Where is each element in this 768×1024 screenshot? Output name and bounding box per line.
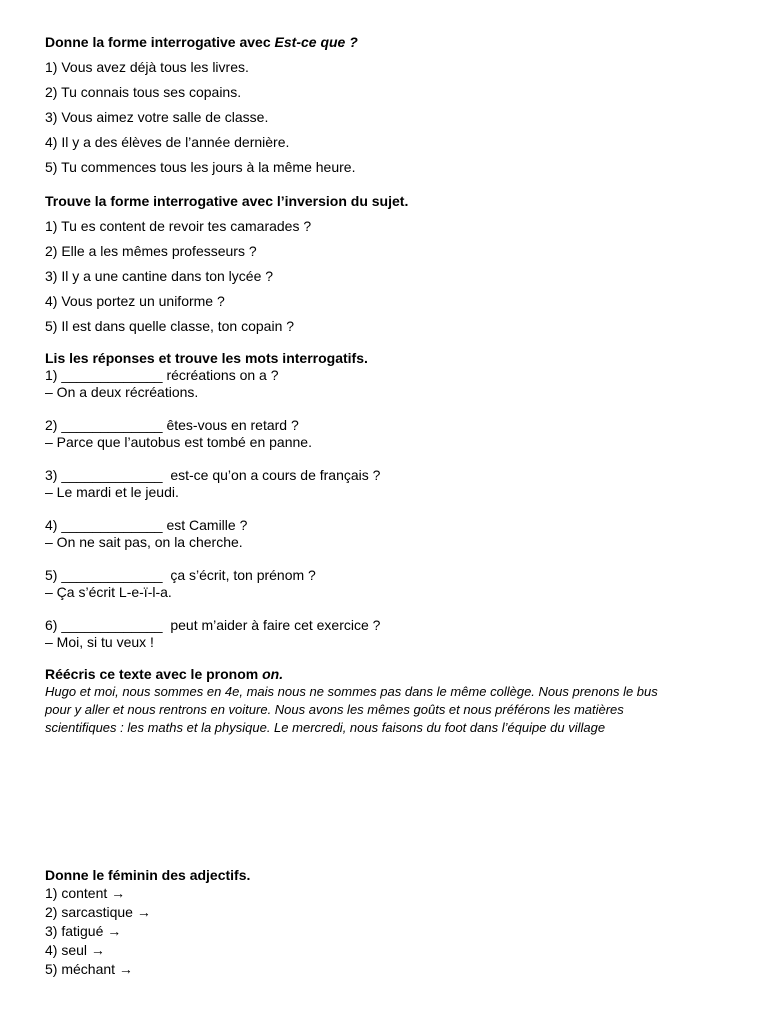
exercise-item: 4) Vous portez un uniforme ?	[45, 293, 225, 309]
title-prefix: Donne la forme interrogative avec	[45, 34, 275, 50]
question-answer	[45, 417, 728, 451]
question-line: 4) _____________ est Camille ?	[45, 517, 248, 533]
answer-line: – On ne sait pas, on la cherche.	[45, 534, 243, 550]
question-line: 2) _____________ êtes-vous en retard ?	[45, 417, 299, 433]
exercise-item: 1) content →	[45, 885, 126, 901]
question-answer	[45, 367, 728, 401]
section-title: Trouve la forme interrogative avec l’inversion du sujet.	[45, 193, 409, 209]
question-line: 3) _____________ est-ce qu’on a cours de français ?	[45, 467, 381, 483]
section-title: Lis les réponses et trouve les mots interrogatifs.	[45, 350, 368, 366]
exercise-item: 2) sarcastique →	[45, 904, 151, 920]
title-prefix: Réécris ce texte avec le pronom	[45, 666, 263, 682]
exercise-item: 5) méchant →	[45, 961, 133, 977]
question-line: 6) _____________ peut m’aider à faire cet exercice ?	[45, 617, 381, 633]
exercise-item: 4) Il y a des élèves de l’année dernière.	[45, 134, 290, 150]
answer-line: – Ça s’écrit L-e-ï-l-a.	[45, 584, 172, 600]
section-feminin-adjectifs	[45, 867, 728, 979]
section-inversion	[45, 193, 728, 335]
title-italic: Est-ce que ?	[274, 34, 358, 50]
title-italic: on.	[262, 666, 284, 682]
answer-line: – Le mardi et le jeudi.	[45, 484, 179, 500]
exercise-item: 3) fatigué →	[45, 923, 122, 939]
section-pronom-on	[45, 666, 728, 737]
answer-line: – Moi, si tu veux !	[45, 634, 154, 650]
exercise-item: 1) Tu es content de revoir tes camarades ?	[45, 218, 312, 234]
section-est-ce-que	[45, 34, 728, 176]
exercise-item: 5) Tu commences tous les jours à la même heure.	[45, 159, 356, 175]
paragraph-line: Hugo et moi, nous sommes en 4e, mais nous ne sommes pas dans le même collège. Nous prenons le bus	[45, 684, 658, 699]
answer-line: – Parce que l’autobus est tombé en panne.	[45, 434, 312, 450]
question-answer	[45, 617, 728, 651]
exercise-item: 1) Vous avez déjà tous les livres.	[45, 59, 249, 75]
question-line: 1) _____________ récréations on a ?	[45, 367, 279, 383]
question-answer	[45, 517, 728, 551]
paragraph-line: scientifiques : les maths et la physique. Le mercredi, nous faisons du foot dans l’équipe du village	[45, 720, 606, 735]
exercise-item: 2) Elle a les mêmes professeurs ?	[45, 243, 257, 259]
exercise-item: 5) Il est dans quelle classe, ton copain ?	[45, 318, 295, 334]
question-answer	[45, 467, 728, 501]
section-title	[45, 34, 728, 51]
question-line: 5) _____________ ça s’écrit, ton prénom ?	[45, 567, 316, 583]
answer-line: – On a deux récréations.	[45, 384, 199, 400]
exercise-item: 4) seul →	[45, 942, 105, 958]
exercise-item: 3) Il y a une cantine dans ton lycée ?	[45, 268, 274, 284]
exercise-item: 3) Vous aimez votre salle de classe.	[45, 109, 269, 125]
exercise-item: 2) Tu connais tous ses copains.	[45, 84, 242, 100]
paragraph-line: pour y aller et nous rentrons en voiture. Nous avons les mêmes goûts et nous préférons les matières	[45, 702, 624, 717]
section-title	[45, 666, 728, 683]
question-answer	[45, 567, 728, 601]
section-mots-interrogatifs	[45, 350, 728, 651]
section-title: Donne le féminin des adjectifs.	[45, 867, 251, 883]
